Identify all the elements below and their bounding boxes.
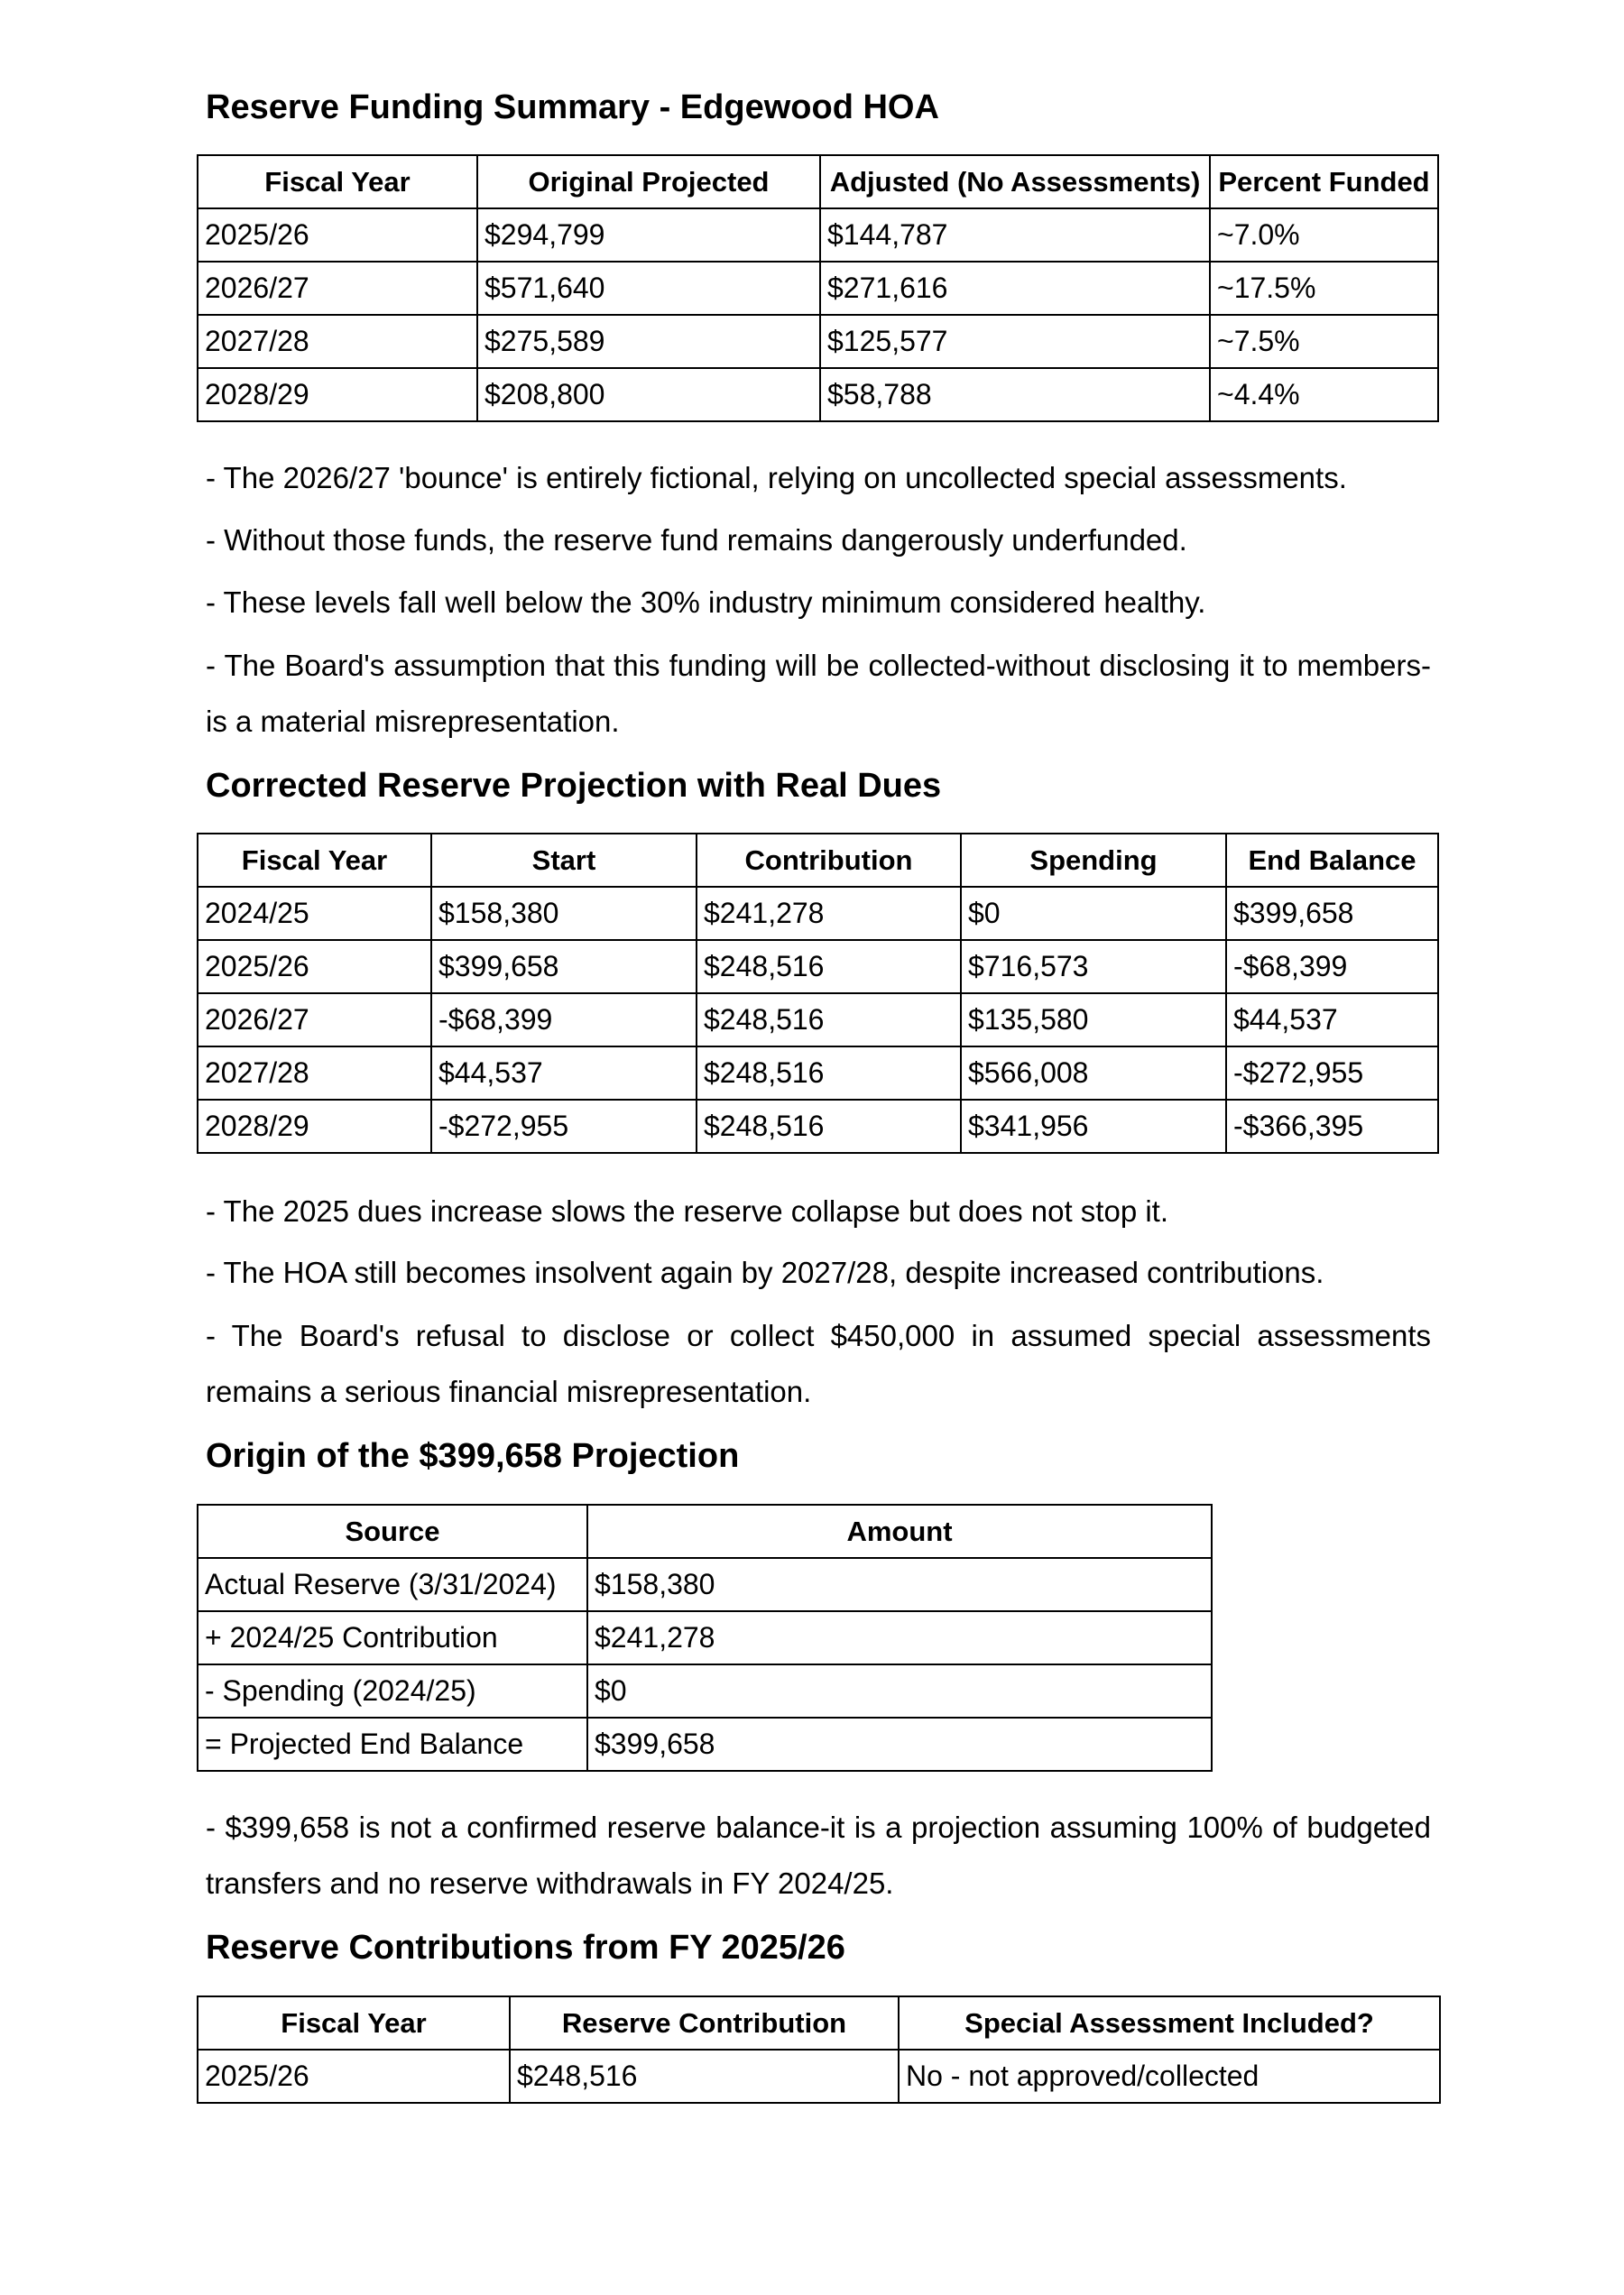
table-row <box>198 993 1438 1046</box>
table-cell: $248,516 <box>510 2050 899 2103</box>
table-cell: ~17.5% <box>1210 262 1438 315</box>
note-bullet: - $399,658 is not a confirmed reserve balance-it is a projection assuming 100% of budgeted transfers and no reserve withdrawals in FY 2024/25. <box>206 1811 1431 1900</box>
table-cell: 2026/27 <box>198 993 431 1046</box>
table-cell: $44,537 <box>431 1046 697 1100</box>
table-cell: $248,516 <box>697 1046 961 1100</box>
column-header: End Balance <box>1226 834 1438 887</box>
table-cell: Actual Reserve (3/31/2024) <box>198 1558 587 1611</box>
column-header: Amount <box>587 1505 1212 1558</box>
table-cell: $399,658 <box>431 940 697 993</box>
section-title-corrected-reserve-projection: Corrected Reserve Projection with Real Dues <box>206 767 942 805</box>
table-cell: $241,278 <box>587 1611 1212 1664</box>
table-cell: $144,787 <box>820 208 1210 262</box>
table-header-row <box>198 1996 1440 2050</box>
table-row <box>198 887 1438 940</box>
projection-origin-table <box>197 1504 1213 1772</box>
table-row <box>198 1664 1212 1718</box>
table-cell: = Projected End Balance <box>198 1718 587 1771</box>
table-header-row <box>198 155 1438 208</box>
note-bullet: - The 2025 dues increase slows the reserve collapse but does not stop it. <box>206 1194 1169 1228</box>
table-cell: $399,658 <box>587 1718 1212 1771</box>
table-cell: 2027/28 <box>198 1046 431 1100</box>
table-cell: $341,956 <box>961 1100 1226 1153</box>
table-cell: 2027/28 <box>198 315 477 368</box>
table-cell: + 2024/25 Contribution <box>198 1611 587 1664</box>
table-cell: -$272,955 <box>431 1100 697 1153</box>
section-title-reserve-contributions: Reserve Contributions from FY 2025/26 <box>206 1929 845 1967</box>
table-row <box>198 262 1438 315</box>
table-header-row <box>198 834 1438 887</box>
table-cell: -$272,955 <box>1226 1046 1438 1100</box>
reserve-funding-summary-table <box>197 154 1439 422</box>
table-cell: 2025/26 <box>198 940 431 993</box>
table-row <box>198 2050 1440 2103</box>
table-header-row <box>198 1505 1212 1558</box>
table-cell: $0 <box>961 887 1226 940</box>
table-cell: 2025/26 <box>198 2050 510 2103</box>
corrected-reserve-projection-table <box>197 833 1439 1154</box>
table-cell: ~4.4% <box>1210 368 1438 421</box>
section-title-reserve-funding-summary: Reserve Funding Summary - Edgewood HOA <box>206 88 939 126</box>
table-cell: ~7.0% <box>1210 208 1438 262</box>
column-header: Fiscal Year <box>198 1996 510 2050</box>
column-header: Source <box>198 1505 587 1558</box>
table-cell: 2026/27 <box>198 262 477 315</box>
column-header: Percent Funded <box>1210 155 1438 208</box>
table-row <box>198 940 1438 993</box>
note-bullet: - The HOA still becomes insolvent again by 2027/28, despite increased contributions. <box>206 1256 1324 1289</box>
column-header: Fiscal Year <box>198 834 431 887</box>
table-cell: $58,788 <box>820 368 1210 421</box>
table-cell: $0 <box>587 1664 1212 1718</box>
column-header: Start <box>431 834 697 887</box>
column-header: Contribution <box>697 834 961 887</box>
column-header: Adjusted (No Assessments) <box>820 155 1210 208</box>
table-cell: -$366,395 <box>1226 1100 1438 1153</box>
column-header: Original Projected <box>477 155 820 208</box>
table-row <box>198 1100 1438 1153</box>
table-cell: 2028/29 <box>198 368 477 421</box>
table-row <box>198 1046 1438 1100</box>
table-cell: 2024/25 <box>198 887 431 940</box>
table-row <box>198 1718 1212 1771</box>
section-title-origin-of-projection: Origin of the $399,658 Projection <box>206 1437 740 1475</box>
table-cell: $241,278 <box>697 887 961 940</box>
table-row <box>198 1611 1212 1664</box>
reserve-contributions-table <box>197 1995 1441 2104</box>
table-cell: $716,573 <box>961 940 1226 993</box>
table-cell: $248,516 <box>697 1100 961 1153</box>
table-cell: $44,537 <box>1226 993 1438 1046</box>
column-header: Reserve Contribution <box>510 1996 899 2050</box>
table-cell: $158,380 <box>587 1558 1212 1611</box>
note-bullet: - These levels fall well below the 30% industry minimum considered healthy. <box>206 585 1206 619</box>
table-row <box>198 1558 1212 1611</box>
table-cell: -$68,399 <box>1226 940 1438 993</box>
table-cell: $571,640 <box>477 262 820 315</box>
column-header: Fiscal Year <box>198 155 477 208</box>
table-cell: 2028/29 <box>198 1100 431 1153</box>
table-cell: $208,800 <box>477 368 820 421</box>
table-cell: No - not approved/collected <box>899 2050 1440 2103</box>
table-cell: $248,516 <box>697 993 961 1046</box>
table-row <box>198 368 1438 421</box>
table-cell: $135,580 <box>961 993 1226 1046</box>
table-row <box>198 208 1438 262</box>
table-cell: -$68,399 <box>431 993 697 1046</box>
table-cell: $271,616 <box>820 262 1210 315</box>
table-cell: $294,799 <box>477 208 820 262</box>
table-cell: $399,658 <box>1226 887 1438 940</box>
table-cell: $566,008 <box>961 1046 1226 1100</box>
note-bullet: - The Board's assumption that this funding will be collected-without disclosing it to members-is a material misrepresentation. <box>206 649 1431 738</box>
note-bullet: - The 2026/27 'bounce' is entirely fictional, relying on uncollected special assessments. <box>206 461 1347 494</box>
table-cell: ~7.5% <box>1210 315 1438 368</box>
table-cell: $158,380 <box>431 887 697 940</box>
table-cell: $248,516 <box>697 940 961 993</box>
table-cell: - Spending (2024/25) <box>198 1664 587 1718</box>
table-cell: 2025/26 <box>198 208 477 262</box>
note-bullet: - Without those funds, the reserve fund remains dangerously underfunded. <box>206 523 1187 557</box>
table-cell: $275,589 <box>477 315 820 368</box>
column-header: Spending <box>961 834 1226 887</box>
column-header: Special Assessment Included? <box>899 1996 1440 2050</box>
table-row <box>198 315 1438 368</box>
table-cell: $125,577 <box>820 315 1210 368</box>
note-bullet: - The Board's refusal to disclose or collect $450,000 in assumed special assessments remains a serious financial misrepresentation. <box>206 1319 1431 1408</box>
